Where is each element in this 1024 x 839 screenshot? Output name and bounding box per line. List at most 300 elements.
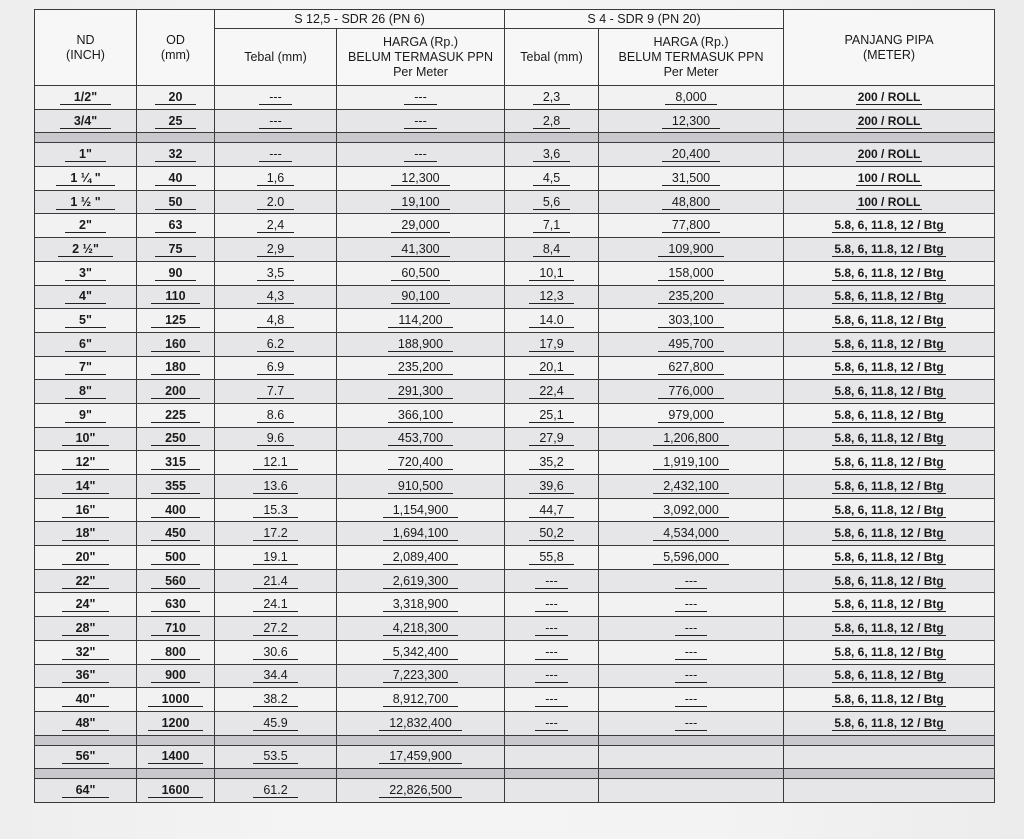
harga-b-value: --- xyxy=(675,574,708,589)
cell-harga-a xyxy=(337,285,505,309)
cell-panjang xyxy=(784,664,995,688)
panjang-value: 5.8, 6, 11.8, 12 / Btg xyxy=(834,336,944,351)
tebal-b-value: 17,9 xyxy=(529,337,573,352)
harga-b-value: --- xyxy=(675,692,708,707)
cell-harga-b xyxy=(599,261,784,285)
cell-panjang xyxy=(784,214,995,238)
nd-value: 1/2" xyxy=(60,90,111,105)
cell-harga-a xyxy=(337,711,505,735)
cell-od xyxy=(137,711,215,735)
cell-panjang xyxy=(784,522,995,546)
cell-harga-a xyxy=(337,664,505,688)
cell-od xyxy=(137,617,215,641)
cell-nd xyxy=(35,332,137,356)
cell-nd xyxy=(35,427,137,451)
cell-harga-b xyxy=(599,332,784,356)
od-value: 1200 xyxy=(148,716,204,731)
separator-cell xyxy=(599,133,784,143)
nd-value: 7" xyxy=(65,360,106,375)
od-value: 1400 xyxy=(148,749,204,764)
cell-harga-b xyxy=(599,427,784,451)
tebal-a-value: 4,3 xyxy=(257,289,294,304)
harga-a-value: 90,100 xyxy=(391,289,449,304)
cell-nd xyxy=(35,261,137,285)
cell-panjang xyxy=(784,498,995,522)
table-row xyxy=(35,745,995,769)
nd-value: 2 ½" xyxy=(58,242,113,257)
cell-tebal-a xyxy=(215,261,337,285)
cell-tebal-a xyxy=(215,498,337,522)
tebal-a-value: 8.6 xyxy=(257,408,294,423)
harga-b-value: 109,900 xyxy=(658,242,723,257)
separator-cell xyxy=(599,769,784,779)
tebal-a-value: 6.9 xyxy=(257,360,294,375)
harga-a-header: HARGA (Rp.) BELUM TERMASUK PPN Per Meter xyxy=(337,29,505,86)
nd-value: 56" xyxy=(62,749,110,764)
cell-nd xyxy=(35,664,137,688)
cell-panjang xyxy=(784,779,995,803)
cell-harga-a xyxy=(337,427,505,451)
cell-od xyxy=(137,664,215,688)
nd-value: 1 ½ " xyxy=(56,195,114,210)
cell-tebal-a xyxy=(215,356,337,380)
nd-value: 48" xyxy=(62,716,110,731)
od-value: 315 xyxy=(151,455,200,470)
cell-od xyxy=(137,427,215,451)
cell-nd xyxy=(35,190,137,214)
harga-b-value: 235,200 xyxy=(658,289,723,304)
tebal-b-value: --- xyxy=(535,597,568,612)
tebal-b-value: 10,1 xyxy=(529,266,573,281)
tebal-a-value: 19.1 xyxy=(253,550,297,565)
cell-tebal-b xyxy=(505,380,599,404)
harga-b-header: HARGA (Rp.) BELUM TERMASUK PPN Per Meter xyxy=(599,29,784,86)
table-body xyxy=(35,86,995,803)
harga-b-value: 3,092,000 xyxy=(653,503,729,518)
cell-tebal-a xyxy=(215,190,337,214)
tebal-b-value: 44,7 xyxy=(529,503,573,518)
cell-harga-b xyxy=(599,546,784,570)
cell-tebal-b xyxy=(505,711,599,735)
separator-row xyxy=(35,133,995,143)
table-row xyxy=(35,475,995,499)
cell-harga-a xyxy=(337,593,505,617)
cell-harga-a xyxy=(337,167,505,191)
panjang-value: 5.8, 6, 11.8, 12 / Btg xyxy=(834,455,944,470)
panjang-value: 5.8, 6, 11.8, 12 / Btg xyxy=(834,313,944,328)
tebal-b-value: 2,3 xyxy=(533,90,570,105)
cell-tebal-b xyxy=(505,261,599,285)
separator-cell xyxy=(337,769,505,779)
cell-od xyxy=(137,522,215,546)
nd-value: 64" xyxy=(62,783,110,798)
cell-tebal-b xyxy=(505,522,599,546)
od-value: 32 xyxy=(155,147,197,162)
separator-cell xyxy=(215,769,337,779)
table-row xyxy=(35,427,995,451)
harga-b-value: 627,800 xyxy=(658,360,723,375)
cell-panjang xyxy=(784,569,995,593)
cell-tebal-a xyxy=(215,617,337,641)
cell-harga-a xyxy=(337,779,505,803)
cell-harga-b xyxy=(599,238,784,262)
cell-harga-b xyxy=(599,711,784,735)
cell-harga-b xyxy=(599,745,784,769)
harga-a-value: 12,300 xyxy=(391,171,449,186)
tebal-a-value: 45.9 xyxy=(253,716,297,731)
table-row xyxy=(35,143,995,167)
cell-harga-b xyxy=(599,380,784,404)
cell-od xyxy=(137,167,215,191)
panjang-value: 5.8, 6, 11.8, 12 / Btg xyxy=(834,620,944,635)
tebal-b-value: --- xyxy=(535,692,568,707)
cell-od xyxy=(137,380,215,404)
cell-tebal-a xyxy=(215,380,337,404)
cell-nd xyxy=(35,109,137,133)
cell-nd xyxy=(35,779,137,803)
nd-value: 5" xyxy=(65,313,106,328)
tebal-a-value: 38.2 xyxy=(253,692,297,707)
harga-b-value: 8,000 xyxy=(665,90,716,105)
cell-panjang xyxy=(784,711,995,735)
panjang-value: 5.8, 6, 11.8, 12 / Btg xyxy=(834,526,944,541)
od-value: 500 xyxy=(151,550,200,565)
nd-value: 3/4" xyxy=(60,114,111,129)
cell-nd xyxy=(35,546,137,570)
tebal-a-value: 2.0 xyxy=(257,195,294,210)
tebal-b-value: 3,6 xyxy=(533,147,570,162)
table-row xyxy=(35,167,995,191)
cell-tebal-b xyxy=(505,332,599,356)
panjang-value: 5.8, 6, 11.8, 12 / Btg xyxy=(834,502,944,517)
tebal-b-value: 25,1 xyxy=(529,408,573,423)
nd-value: 2" xyxy=(65,218,106,233)
cell-tebal-b xyxy=(505,664,599,688)
cell-tebal-b xyxy=(505,427,599,451)
tebal-a-value: 2,9 xyxy=(257,242,294,257)
harga-a-value: 41,300 xyxy=(391,242,449,257)
table-row xyxy=(35,109,995,133)
cell-nd xyxy=(35,745,137,769)
cell-panjang xyxy=(784,617,995,641)
cell-harga-b xyxy=(599,640,784,664)
panjang-value: 5.8, 6, 11.8, 12 / Btg xyxy=(834,384,944,399)
cell-harga-b xyxy=(599,617,784,641)
separator-cell xyxy=(35,769,137,779)
cell-tebal-b xyxy=(505,309,599,333)
separator-cell xyxy=(784,769,995,779)
tebal-a-value: 61.2 xyxy=(253,783,297,798)
cell-od xyxy=(137,745,215,769)
nd-value: 8" xyxy=(65,384,106,399)
nd-value: 16" xyxy=(62,503,110,518)
nd-value: 12" xyxy=(62,455,110,470)
harga-a-value: 453,700 xyxy=(388,431,453,446)
separator-cell xyxy=(35,133,137,143)
cell-nd xyxy=(35,309,137,333)
cell-od xyxy=(137,779,215,803)
tebal-a-value: 21.4 xyxy=(253,574,297,589)
tebal-a-value: --- xyxy=(259,147,292,162)
cell-harga-b xyxy=(599,190,784,214)
cell-nd xyxy=(35,451,137,475)
cell-panjang xyxy=(784,403,995,427)
pipe-price-table xyxy=(34,9,995,803)
cell-tebal-b xyxy=(505,745,599,769)
od-value: 75 xyxy=(155,242,197,257)
od-value: 710 xyxy=(151,621,200,636)
harga-a-value: 1,694,100 xyxy=(383,526,459,541)
separator-cell xyxy=(784,735,995,745)
cell-panjang xyxy=(784,332,995,356)
panjang-value: 5.8, 6, 11.8, 12 / Btg xyxy=(834,597,944,612)
harga-a-value: 5,342,400 xyxy=(383,645,459,660)
od-value: 110 xyxy=(151,289,199,304)
cell-harga-b xyxy=(599,109,784,133)
harga-a-value: 8,912,700 xyxy=(383,692,459,707)
tebal-a-value: 9.6 xyxy=(257,431,294,446)
separator-cell xyxy=(35,735,137,745)
panjang-value: 5.8, 6, 11.8, 12 / Btg xyxy=(834,668,944,683)
cell-harga-a xyxy=(337,475,505,499)
od-value: 180 xyxy=(151,360,200,375)
table-row xyxy=(35,285,995,309)
cell-tebal-a xyxy=(215,593,337,617)
cell-od xyxy=(137,309,215,333)
tebal-a-value: 12.1 xyxy=(253,455,297,470)
cell-tebal-b xyxy=(505,451,599,475)
nd-value: 28" xyxy=(62,621,110,636)
cell-panjang xyxy=(784,261,995,285)
cell-tebal-a xyxy=(215,451,337,475)
cell-od xyxy=(137,640,215,664)
cell-tebal-a xyxy=(215,285,337,309)
tebal-b-value: 35,2 xyxy=(529,455,573,470)
separator-cell xyxy=(137,735,215,745)
cell-panjang xyxy=(784,143,995,167)
cell-harga-a xyxy=(337,332,505,356)
harga-b-value: 31,500 xyxy=(662,171,720,186)
harga-a-value: 720,400 xyxy=(388,455,453,470)
od-value: 50 xyxy=(155,195,197,210)
table-row xyxy=(35,640,995,664)
table-row xyxy=(35,190,995,214)
harga-a-value: 1,154,900 xyxy=(383,503,459,518)
cell-od xyxy=(137,190,215,214)
harga-a-value: 22,826,500 xyxy=(379,783,462,798)
panjang-value: 100 / ROLL xyxy=(857,170,921,185)
harga-a-value: --- xyxy=(404,147,437,162)
tebal-a-value: 27.2 xyxy=(253,621,297,636)
cell-tebal-a xyxy=(215,745,337,769)
cell-tebal-a xyxy=(215,427,337,451)
separator-cell xyxy=(337,735,505,745)
cell-nd xyxy=(35,569,137,593)
cell-tebal-a xyxy=(215,86,337,110)
panjang-value: 5.8, 6, 11.8, 12 / Btg xyxy=(834,692,944,707)
cell-tebal-a xyxy=(215,569,337,593)
panjang-value: 5.8, 6, 11.8, 12 / Btg xyxy=(834,241,944,256)
cell-nd xyxy=(35,356,137,380)
od-value: 400 xyxy=(151,503,200,518)
table-row xyxy=(35,593,995,617)
nd-value: 20" xyxy=(62,550,110,565)
cell-tebal-a xyxy=(215,688,337,712)
tebal-a-value: 24.1 xyxy=(253,597,297,612)
cell-harga-b xyxy=(599,569,784,593)
harga-a-value: 29,000 xyxy=(391,218,449,233)
tebal-a-header: Tebal (mm) xyxy=(215,29,337,86)
cell-panjang xyxy=(784,688,995,712)
separator-row xyxy=(35,735,995,745)
harga-b-value: 303,100 xyxy=(658,313,723,328)
table-row xyxy=(35,356,995,380)
tebal-a-value: 4,8 xyxy=(257,313,294,328)
cell-tebal-b xyxy=(505,190,599,214)
table-header xyxy=(35,10,995,86)
cell-harga-b xyxy=(599,451,784,475)
cell-panjang xyxy=(784,356,995,380)
harga-a-value: 3,318,900 xyxy=(383,597,459,612)
cell-tebal-a xyxy=(215,546,337,570)
table-row xyxy=(35,688,995,712)
cell-nd xyxy=(35,285,137,309)
cell-panjang xyxy=(784,109,995,133)
od-value: 250 xyxy=(151,431,200,446)
harga-a-value: 188,900 xyxy=(388,337,453,352)
cell-tebal-a xyxy=(215,711,337,735)
tebal-a-value: 1,6 xyxy=(257,171,294,186)
tebal-a-value: 30.6 xyxy=(253,645,297,660)
od-value: 355 xyxy=(151,479,200,494)
separator-cell xyxy=(137,769,215,779)
tebal-b-value: 14.0 xyxy=(529,313,573,328)
panjang-value: 5.8, 6, 11.8, 12 / Btg xyxy=(834,407,944,422)
cell-harga-a xyxy=(337,109,505,133)
panjang-value: 5.8, 6, 11.8, 12 / Btg xyxy=(834,289,944,304)
cell-harga-a xyxy=(337,86,505,110)
od-value: 90 xyxy=(155,266,197,281)
cell-tebal-a xyxy=(215,475,337,499)
nd-value: 9" xyxy=(65,408,106,423)
cell-harga-b xyxy=(599,779,784,803)
od-value: 125 xyxy=(151,313,200,328)
cell-harga-b xyxy=(599,522,784,546)
nd-header: ND (INCH) xyxy=(35,10,137,86)
table-row xyxy=(35,664,995,688)
od-header: OD (mm) xyxy=(137,10,215,86)
harga-b-value: 158,000 xyxy=(658,266,723,281)
panjang-value: 5.8, 6, 11.8, 12 / Btg xyxy=(834,644,944,659)
od-value: 25 xyxy=(155,114,197,129)
harga-a-value: 7,223,300 xyxy=(383,668,459,683)
od-value: 1000 xyxy=(148,692,204,707)
cell-od xyxy=(137,688,215,712)
cell-nd xyxy=(35,380,137,404)
nd-value: 1" xyxy=(65,147,106,162)
od-value: 450 xyxy=(151,526,200,541)
harga-b-value: --- xyxy=(675,645,708,660)
cell-tebal-a xyxy=(215,522,337,546)
cell-panjang xyxy=(784,546,995,570)
cell-tebal-a xyxy=(215,779,337,803)
cell-nd xyxy=(35,143,137,167)
od-value: 630 xyxy=(151,597,200,612)
tebal-b-value: --- xyxy=(535,668,568,683)
tebal-b-value: --- xyxy=(535,574,568,589)
cell-tebal-b xyxy=(505,617,599,641)
harga-a-value: 17,459,900 xyxy=(379,749,462,764)
harga-b-value: 2,432,100 xyxy=(653,479,729,494)
cell-od xyxy=(137,498,215,522)
harga-a-value: --- xyxy=(404,114,437,129)
tebal-b-value: 8,4 xyxy=(533,242,570,257)
cell-harga-a xyxy=(337,380,505,404)
cell-nd xyxy=(35,498,137,522)
harga-b-value: 77,800 xyxy=(662,218,720,233)
harga-a-value: 12,832,400 xyxy=(379,716,462,731)
table-row xyxy=(35,546,995,570)
table-row xyxy=(35,711,995,735)
cell-harga-b xyxy=(599,664,784,688)
harga-b-value: 12,300 xyxy=(662,114,720,129)
cell-tebal-b xyxy=(505,779,599,803)
cell-od xyxy=(137,451,215,475)
tebal-b-value: 2,8 xyxy=(533,114,570,129)
separator-cell xyxy=(784,133,995,143)
table-row xyxy=(35,309,995,333)
tebal-a-value: 15.3 xyxy=(253,503,297,518)
cell-od xyxy=(137,403,215,427)
separator-cell xyxy=(505,769,599,779)
tebal-b-value: 20,1 xyxy=(529,360,573,375)
cell-tebal-a xyxy=(215,214,337,238)
cell-od xyxy=(137,593,215,617)
panjang-value: 200 / ROLL xyxy=(857,113,921,128)
cell-nd xyxy=(35,86,137,110)
nd-value: 36" xyxy=(62,668,110,683)
nd-value: 3" xyxy=(65,266,106,281)
separator-cell xyxy=(599,735,784,745)
cell-panjang xyxy=(784,380,995,404)
cell-harga-b xyxy=(599,403,784,427)
table-row xyxy=(35,403,995,427)
cell-tebal-b xyxy=(505,109,599,133)
table-row xyxy=(35,779,995,803)
cell-tebal-b xyxy=(505,214,599,238)
cell-tebal-b xyxy=(505,640,599,664)
table-row xyxy=(35,569,995,593)
cell-harga-a xyxy=(337,143,505,167)
cell-harga-b xyxy=(599,214,784,238)
panjang-value: 5.8, 6, 11.8, 12 / Btg xyxy=(834,218,944,233)
cell-nd xyxy=(35,238,137,262)
tebal-b-header: Tebal (mm) xyxy=(505,29,599,86)
table-row xyxy=(35,261,995,285)
tebal-a-value: --- xyxy=(259,114,292,129)
panjang-value: 5.8, 6, 11.8, 12 / Btg xyxy=(834,431,944,446)
od-value: 160 xyxy=(151,337,200,352)
tebal-b-value: --- xyxy=(535,621,568,636)
nd-value: 22" xyxy=(62,574,110,589)
cell-harga-b xyxy=(599,285,784,309)
separator-cell xyxy=(215,735,337,745)
panjang-value: 5.8, 6, 11.8, 12 / Btg xyxy=(834,549,944,564)
cell-nd xyxy=(35,640,137,664)
nd-value: 32" xyxy=(62,645,110,660)
nd-value: 40" xyxy=(62,692,110,707)
cell-nd xyxy=(35,475,137,499)
